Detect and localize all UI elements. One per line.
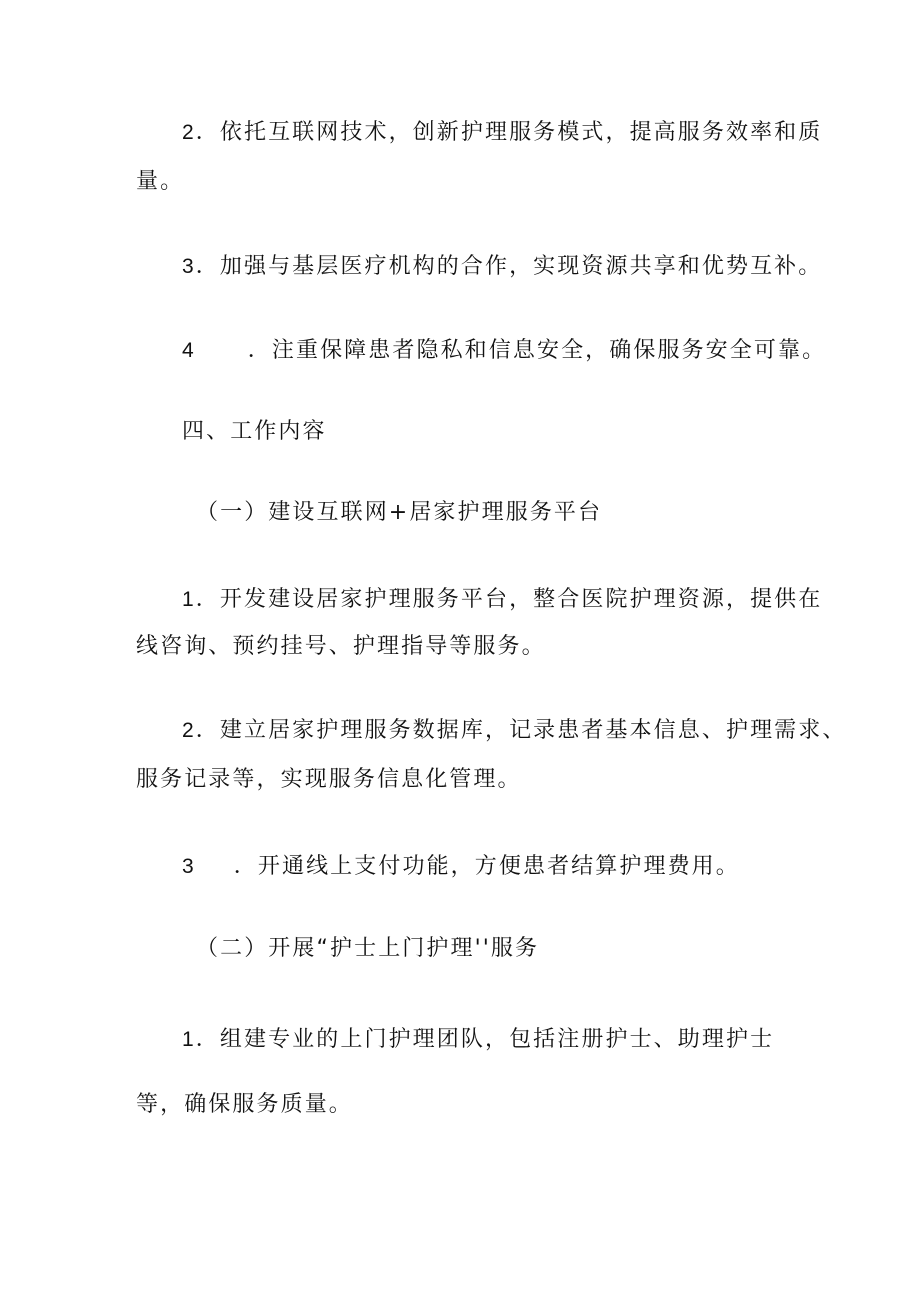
item-number: 3: [182, 855, 196, 878]
item-number: 3: [182, 255, 196, 278]
paragraph-text: ．加强与基层医疗机构的合作，实现资源共享和优势互补。: [195, 254, 823, 279]
paragraph-5-line-2: 服务记录等，实现服务信息化管理。: [136, 767, 522, 792]
item-number: 1: [182, 588, 196, 611]
paragraph-1-line-1: [182, 118, 822, 148]
item-number: 2: [182, 719, 196, 742]
paragraph-1-line-2: 量。: [136, 169, 185, 194]
paragraph-4-line-1: [182, 585, 822, 615]
section-heading-4: 四、工作内容: [182, 419, 327, 444]
paragraph-text: ．建立居家护理服务数据库，记录患者基本信息、护理需求、: [195, 718, 847, 743]
paragraph-6-line-1: [182, 852, 740, 882]
paragraph-5-line-1: [182, 716, 846, 746]
paragraph-text: ．依托互联网技术，创新护理服务模式，提高服务效率和质: [195, 120, 823, 145]
item-number: 2: [182, 121, 196, 144]
paragraph-text: ．开发建设居家护理服务平台，整合医院护理资源，提供在: [195, 587, 823, 612]
item-number: 1: [182, 1028, 196, 1051]
paragraph-7-line-2: 等，确保服务质量。: [136, 1092, 353, 1117]
paragraph-7-line-1: [182, 1025, 774, 1055]
paragraph-text: ．注重保障患者隐私和信息安全，确保服务安全可靠。: [247, 338, 827, 363]
paragraph-2-line-1: [182, 252, 822, 282]
paragraph-text: ．组建专业的上门护理团队，包括注册护士、助理护士: [195, 1027, 775, 1052]
subsection-heading-2: （二）开展“护士上门护理''服务: [196, 936, 540, 961]
subsection-heading-1: （一）建设互联网+居家护理服务平台: [196, 500, 603, 525]
paragraph-4-line-2: 线咨询、预约挂号、护理指导等服务。: [136, 634, 546, 659]
paragraph-3-line-1: [182, 336, 826, 366]
item-number: 4: [182, 339, 196, 362]
paragraph-text: ．开通线上支付功能，方便患者结算护理费用。: [233, 854, 740, 879]
